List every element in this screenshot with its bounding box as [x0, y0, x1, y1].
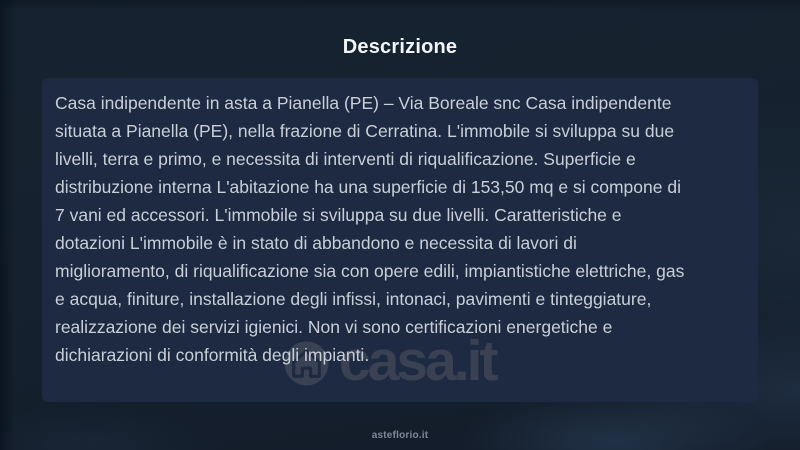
- description-panel: [42, 78, 758, 402]
- description-line: 7 vani ed accessori. L'immobile si sviluppa su due livelli. Caratteristiche e: [55, 205, 622, 225]
- watermark-brand-text: casa.it: [339, 329, 496, 393]
- description-line: dichiarazioni di conformità degli impianti.: [55, 345, 370, 365]
- description-line: Casa indipendente in asta a Pianella (PE) – Via Boreale snc Casa indipendente: [55, 93, 672, 113]
- footer-site-label: asteflorio.it: [371, 430, 429, 441]
- description-line: livelli, terra e primo, e necessita di interventi di riqualificazione. Superficie e: [55, 149, 636, 169]
- description-text: [55, 89, 684, 369]
- description-line: e acqua, finiture, installazione degli infissi, intonaci, pavimenti e tinteggiature,: [55, 289, 652, 309]
- background-top-shade: [0, 0, 800, 10]
- description-line: miglioramento, di riqualificazione sia con opere edili, impiantistiche elettriche, gas: [55, 261, 685, 281]
- background-left-shade: [0, 0, 15, 450]
- description-line: distribuzione interna L'abitazione ha una superficie di 153,50 mq e si compone di: [55, 177, 681, 197]
- section-title: Descrizione: [342, 36, 458, 58]
- description-line: situata a Pianella (PE), nella frazione di Cerratina. L'immobile si sviluppa su due: [55, 121, 675, 141]
- description-line: dotazioni L'immobile è in stato di abbandono e necessita di lavori di: [55, 233, 577, 253]
- description-line: realizzazione dei servizi igienici. Non vi sono certificazioni energetiche e: [55, 317, 613, 337]
